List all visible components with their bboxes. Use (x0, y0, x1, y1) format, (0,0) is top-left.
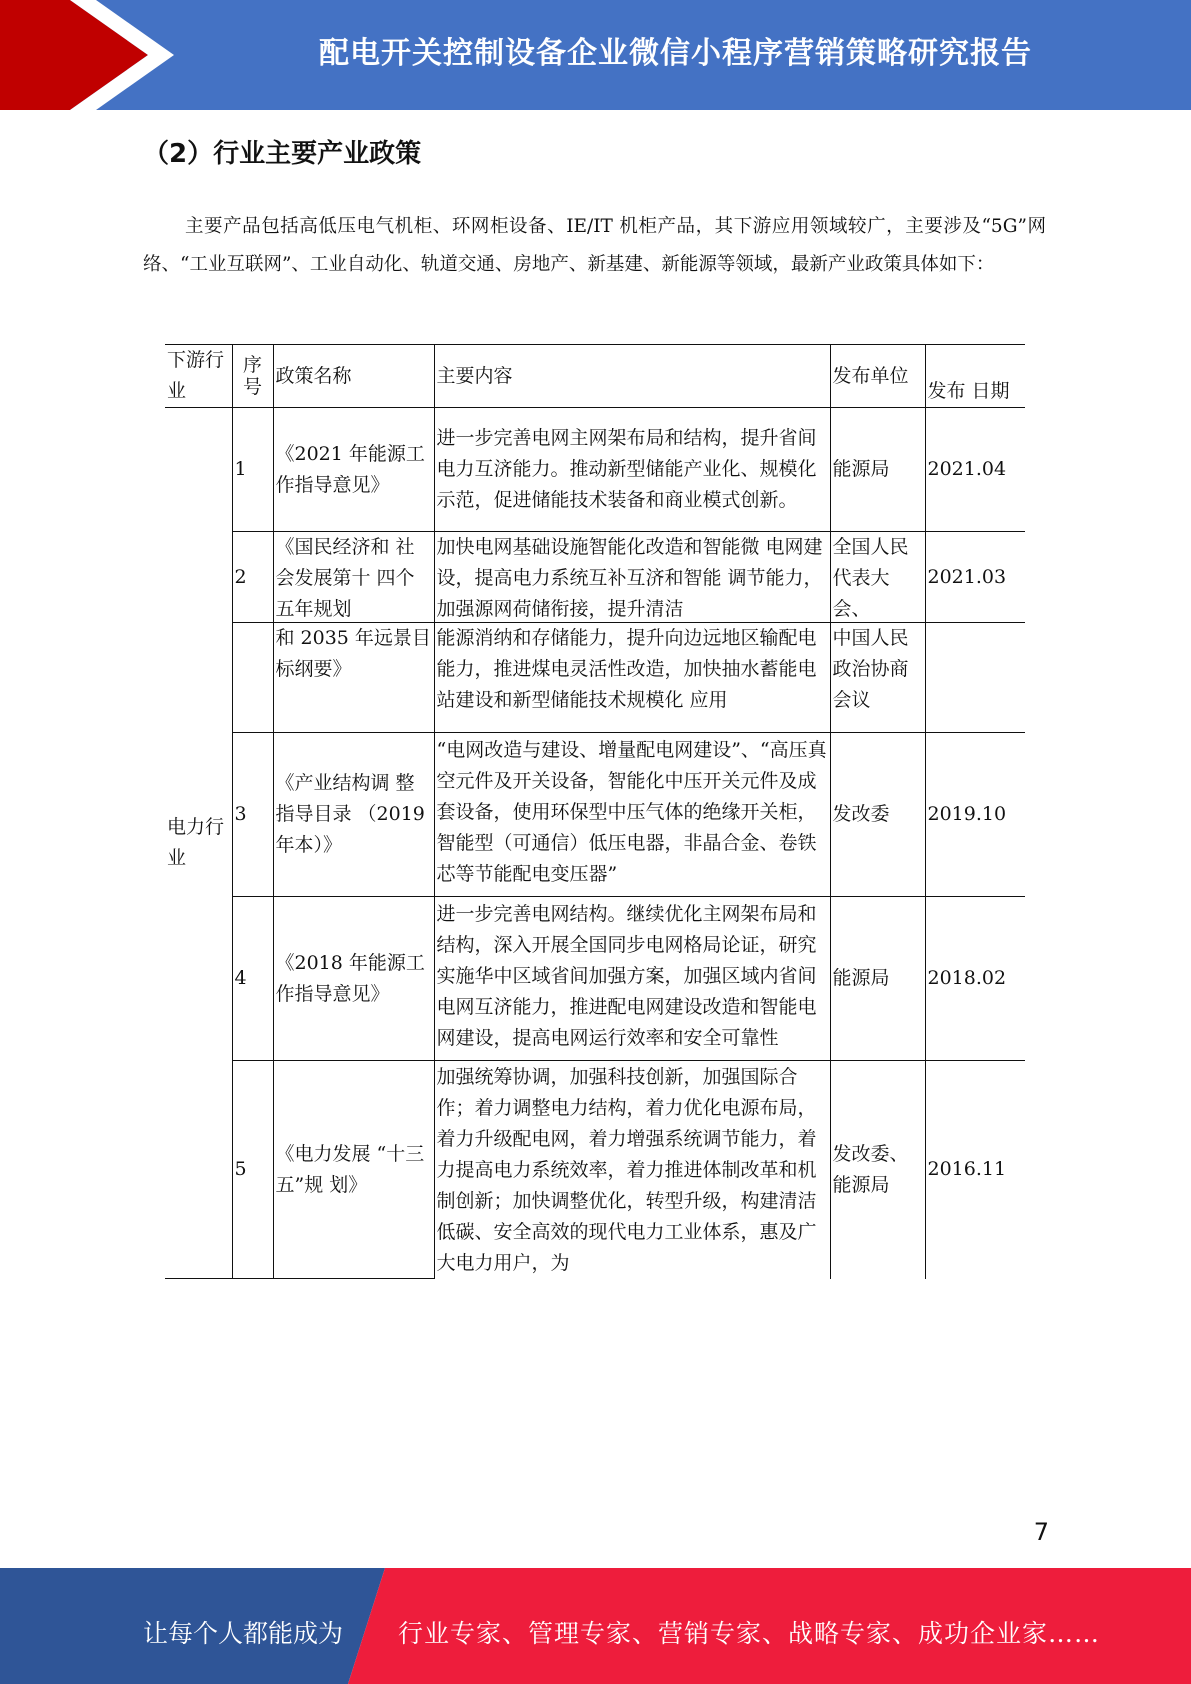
row-no (232, 623, 273, 733)
table-row (165, 1061, 1025, 1279)
intro-paragraph: 主要产品包括高低压电气机柜、环网柜设备、IE/IT 机柜产品，其下游应用领域较广，主要涉及“5G”网络、“工业互联网”、工业自动化、轨道交通、房地产、新基建、新能源等领域，最新产业政策具体如下： (143, 216, 1046, 275)
row-date: 2019.10 (925, 733, 1025, 897)
footer-slogan-right: 行业专家、管理专家、营销专家、战略专家、成功企业家…… (398, 1619, 1101, 1648)
row-policy: 《2018 年能源工作指导意见》 (273, 897, 434, 1061)
row-content (434, 733, 830, 897)
row-policy: 《产业结构调 整指导目录 （2019 年本）》 (273, 733, 434, 897)
row-no: 2 (232, 532, 273, 623)
row-no: 3 (232, 733, 273, 897)
header-no: 序号 (232, 345, 273, 408)
row-issuer: 发改委 (830, 733, 925, 897)
table-header-row (165, 345, 1025, 408)
row-content-text: 进一步完善电网结构。继续优化主网架布局和结构，深入开展全国同步电网格局论证，研究实施华中区域省间加强方案，加强区域内省间电网互济能力，推进配电网建设改造和智能电网建设，提高电网运行效率和安全可靠性 (436, 902, 817, 1049)
row-policy-text: 《国民经济和 社会发展第十 四个五年规划 (275, 536, 415, 620)
row-date: 2018.02 (925, 897, 1025, 1061)
row-content-text: 加快电网基础设施智能化改造和智能微 电网建设，提高电力系统互补互济和智能 调节能力，加强源网荷储衔接，提升清洁 (436, 536, 823, 620)
policy-table (165, 344, 1025, 1279)
header-date: 发布 日期 (925, 345, 1025, 408)
row-content (434, 623, 830, 733)
table-row (165, 408, 1025, 532)
row-policy (273, 623, 434, 733)
report-title: 配电开关控制设备企业微信小程序营销策略研究报告 (319, 36, 1032, 71)
row-issuer-text: 中国人民政治协商会议 (832, 627, 909, 711)
section-heading: （2）行业主要产业政策 (143, 139, 422, 169)
row-issuer: 能源局 (830, 408, 925, 532)
row-issuer (830, 532, 925, 623)
row-policy (273, 532, 434, 623)
page-number: 7 (1033, 1518, 1049, 1546)
header-issuer: 发布单位 (830, 345, 925, 408)
row-issuer: 能源局 (830, 897, 925, 1061)
row-date: 2021.04 (925, 408, 1025, 532)
table-row (165, 623, 1025, 733)
row-no: 5 (232, 1061, 273, 1279)
table-row (165, 532, 1025, 623)
table-row (165, 733, 1025, 897)
row-content (434, 897, 830, 1061)
row-content (434, 1061, 830, 1279)
industry-cell: 电力行业 (165, 408, 232, 1279)
page-footer (0, 1568, 1191, 1684)
page-header (0, 0, 1191, 110)
row-policy: 《电力发展 “十三五”规 划》 (273, 1061, 434, 1279)
header-content: 主要内容 (434, 345, 830, 408)
row-policy: 《2021 年能源工作指导意见》 (273, 408, 434, 532)
row-date (925, 623, 1025, 733)
row-content-text: “电网改造与建设、增量配电网建设”、“高压真空元件及开关设备，智能化中压开关元件及成套设备，使用环保型中压气体的绝缘开关柜，智能型（可通信）低压电器，非晶合金、卷铁芯等节能配电变压器” (436, 738, 827, 885)
row-content (434, 532, 830, 623)
table-row (165, 897, 1025, 1061)
row-issuer: 发改委、能源局 (830, 1061, 925, 1279)
row-date: 2016.11 (925, 1061, 1025, 1279)
row-policy-text: 和 2035 年远景目标纲要》 (275, 627, 431, 680)
row-no: 1 (232, 408, 273, 532)
row-content: 进一步完善电网主网架布局和结构，提升省间电力互济能力。推动新型储能产业化、规模化示范，促进储能技术装备和商业模式创新。 (434, 408, 830, 532)
header-industry: 下游行业 (165, 345, 232, 408)
row-content-text: 加强统筹协调，加强科技创新，加强国际合作；着力调整电力结构，着力优化电源布局，着力升级配电网，着力增强系统调节能力，着力提高电力系统效率，着力推进体制改革和机制创新；加快调整优化，转型升级，构建清洁低碳、安全高效的现代电力工业体系，惠及广大电力用户，为 (436, 1065, 817, 1274)
header-policy: 政策名称 (273, 345, 434, 408)
row-issuer (830, 623, 925, 733)
row-issuer-text: 全国人民代表大会、 (832, 536, 909, 620)
footer-slogan-left: 让每个人都能成为 (143, 1619, 344, 1648)
row-date: 2021.03 (925, 532, 1025, 623)
row-content-text: 能源消纳和存储能力，提升向边远地区输配电能力，推进煤电灵活性改造，加快抽水蓄能电站建设和新型储能技术规模化 应用 (436, 627, 817, 711)
row-no: 4 (232, 897, 273, 1061)
